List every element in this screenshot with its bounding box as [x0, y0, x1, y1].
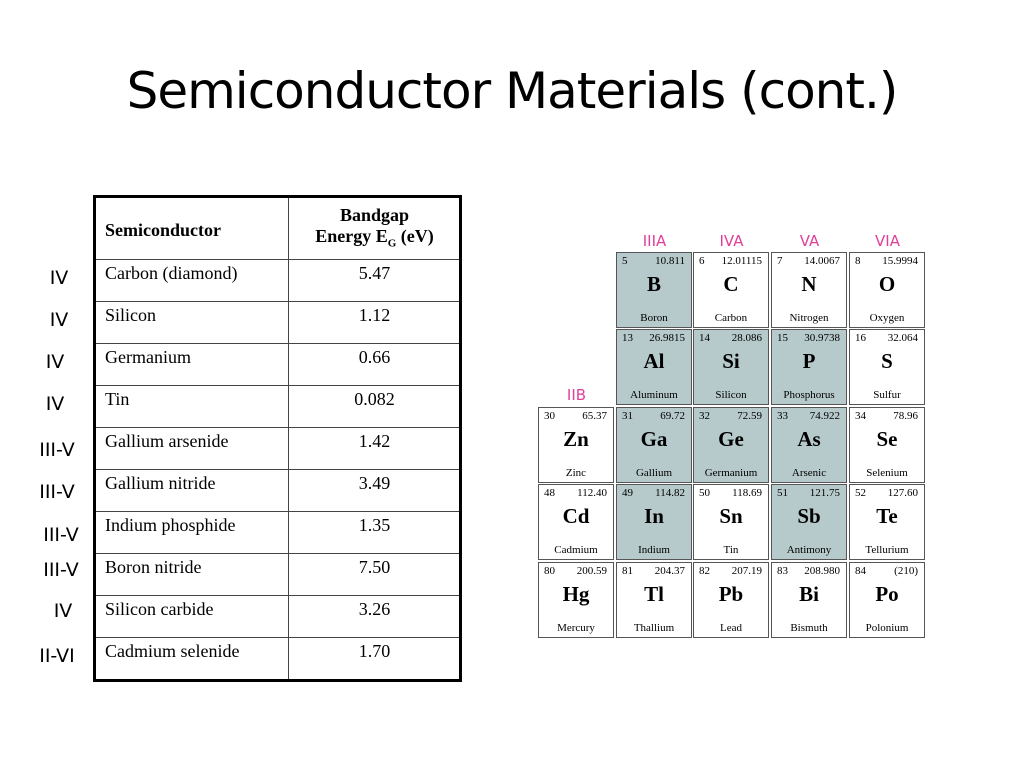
semiconductor-name: Silicon — [95, 302, 289, 344]
group-label: III-V — [39, 439, 75, 461]
group-label: II-VI — [39, 645, 75, 667]
atomic-mass: 26.9815 — [649, 332, 685, 344]
atomic-number: 52 — [855, 487, 866, 499]
atomic-number: 32 — [699, 410, 710, 422]
element-cell-po — [849, 562, 925, 638]
element-symbol: B — [646, 272, 661, 296]
element-name: Mercury — [557, 622, 595, 634]
slide-title: Semiconductor Materials (cont.) — [126, 62, 898, 120]
bandgap-value: 3.49 — [289, 470, 461, 512]
atomic-number: 51 — [777, 487, 788, 499]
semiconductor-name: Boron nitride — [95, 554, 289, 596]
atomic-mass: 14.0067 — [804, 255, 840, 267]
bandgap-value: 0.66 — [289, 344, 461, 386]
element-cell-p — [771, 329, 847, 405]
group-label: IV — [49, 309, 69, 331]
column-header-bandgap — [289, 197, 461, 260]
table-row — [95, 344, 461, 386]
semiconductor-name: Carbon (diamond) — [95, 260, 289, 302]
atomic-mass: 72.59 — [737, 410, 762, 422]
atomic-number: 13 — [622, 332, 633, 344]
bandgap-value: 0.082 — [289, 386, 461, 428]
element-symbol: N — [801, 272, 817, 296]
bandgap-table — [93, 195, 462, 682]
group-header-iiia: IIIA — [642, 232, 667, 250]
atomic-mass: 12.01115 — [721, 255, 762, 267]
element-symbol: Ga — [640, 427, 668, 451]
group-label: IV — [49, 267, 69, 289]
atomic-number: 80 — [544, 565, 555, 577]
element-symbol: Pb — [718, 582, 744, 606]
table-row — [95, 470, 461, 512]
element-name: Thallium — [633, 622, 675, 634]
bandgap-value: 5.47 — [289, 260, 461, 302]
element-symbol: Po — [875, 582, 899, 606]
element-cell-in — [616, 484, 692, 560]
element-cell-hg — [538, 562, 614, 638]
group-label: III-V — [39, 481, 75, 503]
group-header-iva: IVA — [719, 232, 744, 250]
element-cell-se — [849, 407, 925, 483]
atomic-number: 7 — [777, 255, 783, 267]
group-header-va: VA — [799, 232, 820, 250]
element-name: Cadmium — [554, 544, 598, 556]
atomic-mass: 114.82 — [655, 487, 685, 499]
atomic-mass: 204.37 — [654, 565, 685, 577]
element-cell-tl — [616, 562, 692, 638]
element-name: Zinc — [565, 467, 587, 479]
group-header-via: VIA — [875, 232, 900, 250]
element-symbol: In — [644, 504, 664, 528]
element-cell-zn — [538, 407, 614, 483]
bandgap-value: 7.50 — [289, 554, 461, 596]
bandgap-value: 3.26 — [289, 596, 461, 638]
semiconductor-name: Germanium — [95, 344, 289, 386]
element-cell-pb — [693, 562, 769, 638]
periodic-table-excerpt — [538, 232, 927, 640]
element-symbol: O — [878, 272, 896, 296]
semiconductor-name: Gallium arsenide — [95, 428, 289, 470]
bandgap-value: 1.42 — [289, 428, 461, 470]
element-name: Nitrogen — [789, 312, 829, 324]
atomic-number: 31 — [622, 410, 633, 422]
element-name: Silicon — [715, 389, 747, 401]
atomic-mass: 200.59 — [576, 565, 607, 577]
element-symbol: Cd — [562, 504, 590, 528]
atomic-number: 15 — [777, 332, 788, 344]
table-row — [95, 260, 461, 302]
bandgap-value: 1.70 — [289, 638, 461, 681]
atomic-number: 83 — [777, 565, 788, 577]
atomic-mass: 121.75 — [809, 487, 840, 499]
bandgap-header-subscript: G — [387, 237, 397, 250]
table-row — [95, 638, 461, 681]
element-symbol: C — [723, 272, 739, 296]
atomic-mass: 10.811 — [655, 255, 685, 267]
element-symbol: Al — [643, 349, 665, 373]
table-row — [95, 428, 461, 470]
element-cell-bi — [771, 562, 847, 638]
element-symbol: Bi — [799, 582, 819, 606]
semiconductor-name: Cadmium selenide — [95, 638, 289, 681]
element-name: Germanium — [704, 467, 758, 479]
atomic-number: 81 — [622, 565, 633, 577]
element-name: Tin — [723, 544, 739, 556]
atomic-mass: 118.69 — [732, 487, 762, 499]
atomic-mass: 112.40 — [577, 487, 607, 499]
atomic-number: 48 — [544, 487, 555, 499]
element-symbol: S — [881, 349, 893, 373]
bandgap-value: 1.35 — [289, 512, 461, 554]
element-name: Arsenic — [791, 467, 827, 479]
element-cell-si — [693, 329, 769, 405]
element-name: Lead — [720, 622, 742, 634]
semiconductor-name: Indium phosphide — [95, 512, 289, 554]
table-row — [95, 386, 461, 428]
atomic-number: 50 — [699, 487, 710, 499]
atomic-mass: 78.96 — [893, 410, 918, 422]
element-symbol: Sn — [719, 504, 743, 528]
semiconductor-name: Tin — [95, 386, 289, 428]
element-name: Selenium — [866, 467, 908, 479]
element-name: Bismuth — [790, 622, 828, 634]
element-symbol: Hg — [562, 582, 590, 606]
bandgap-header-line1: Bandgap — [339, 205, 410, 226]
element-name: Oxygen — [869, 312, 905, 324]
atomic-mass: (210) — [894, 565, 918, 577]
element-name: Carbon — [714, 312, 748, 324]
element-cell-n — [771, 252, 847, 328]
element-symbol: Si — [722, 349, 740, 373]
atomic-mass: 65.37 — [582, 410, 607, 422]
atomic-number: 14 — [699, 332, 710, 344]
element-symbol: Te — [876, 504, 898, 528]
element-cell-ge — [693, 407, 769, 483]
element-name: Tellurium — [865, 544, 909, 556]
atomic-number: 6 — [699, 255, 705, 267]
element-symbol: Ge — [718, 427, 744, 451]
element-cell-as — [771, 407, 847, 483]
element-cell-sb — [771, 484, 847, 560]
atomic-mass: 28.086 — [731, 332, 762, 344]
element-name: Aluminum — [630, 389, 678, 401]
column-header-semiconductor: Semiconductor — [95, 197, 289, 260]
element-symbol: As — [797, 427, 821, 451]
element-name: Indium — [638, 544, 670, 556]
bandgap-value: 1.12 — [289, 302, 461, 344]
atomic-mass: 127.60 — [887, 487, 918, 499]
element-symbol: Se — [876, 427, 898, 451]
element-name: Phosphorus — [783, 389, 835, 401]
atomic-mass: 74.922 — [809, 410, 840, 422]
table-row — [95, 554, 461, 596]
table-row — [95, 596, 461, 638]
element-cell-ga — [616, 407, 692, 483]
element-name: Antimony — [786, 544, 832, 556]
element-cell-b — [616, 252, 692, 328]
table-row — [95, 512, 461, 554]
group-label: III-V — [43, 559, 79, 581]
element-name: Sulfur — [873, 389, 901, 401]
atomic-mass: 208.980 — [804, 565, 840, 577]
atomic-mass: 32.064 — [887, 332, 918, 344]
group-label: III-V — [43, 524, 79, 546]
table-header-row — [95, 197, 461, 260]
element-symbol: P — [802, 349, 816, 373]
atomic-number: 84 — [855, 565, 866, 577]
bandgap-header-prefix: Energy E — [315, 226, 388, 247]
atomic-mass: 15.9994 — [882, 255, 918, 267]
element-name: Polonium — [865, 622, 909, 634]
element-symbol: Tl — [644, 582, 664, 606]
element-name: Boron — [640, 312, 668, 324]
atomic-number: 5 — [622, 255, 628, 267]
table-row — [95, 302, 461, 344]
atomic-number: 30 — [544, 410, 555, 422]
element-name: Gallium — [635, 467, 673, 479]
element-cell-te — [849, 484, 925, 560]
atomic-number: 34 — [855, 410, 866, 422]
atomic-number: 82 — [699, 565, 710, 577]
element-cell-o — [849, 252, 925, 328]
element-cell-al — [616, 329, 692, 405]
element-cell-s — [849, 329, 925, 405]
element-symbol: Sb — [797, 504, 821, 528]
atomic-mass: 69.72 — [660, 410, 685, 422]
atomic-number: 33 — [777, 410, 788, 422]
bandgap-header-suffix: (eV) — [396, 226, 434, 247]
atomic-number: 49 — [622, 487, 633, 499]
group-label: IV — [45, 393, 65, 415]
semiconductor-name: Silicon carbide — [95, 596, 289, 638]
semiconductor-name: Gallium nitride — [95, 470, 289, 512]
atomic-number: 8 — [855, 255, 861, 267]
group-header-iib: IIB — [566, 386, 587, 404]
atomic-mass: 30.9738 — [804, 332, 840, 344]
atomic-mass: 207.19 — [731, 565, 762, 577]
group-label: IV — [53, 600, 73, 622]
element-cell-c — [693, 252, 769, 328]
element-cell-cd — [538, 484, 614, 560]
atomic-number: 16 — [855, 332, 866, 344]
group-label: IV — [45, 351, 65, 373]
element-cell-sn — [693, 484, 769, 560]
element-symbol: Zn — [563, 427, 589, 451]
